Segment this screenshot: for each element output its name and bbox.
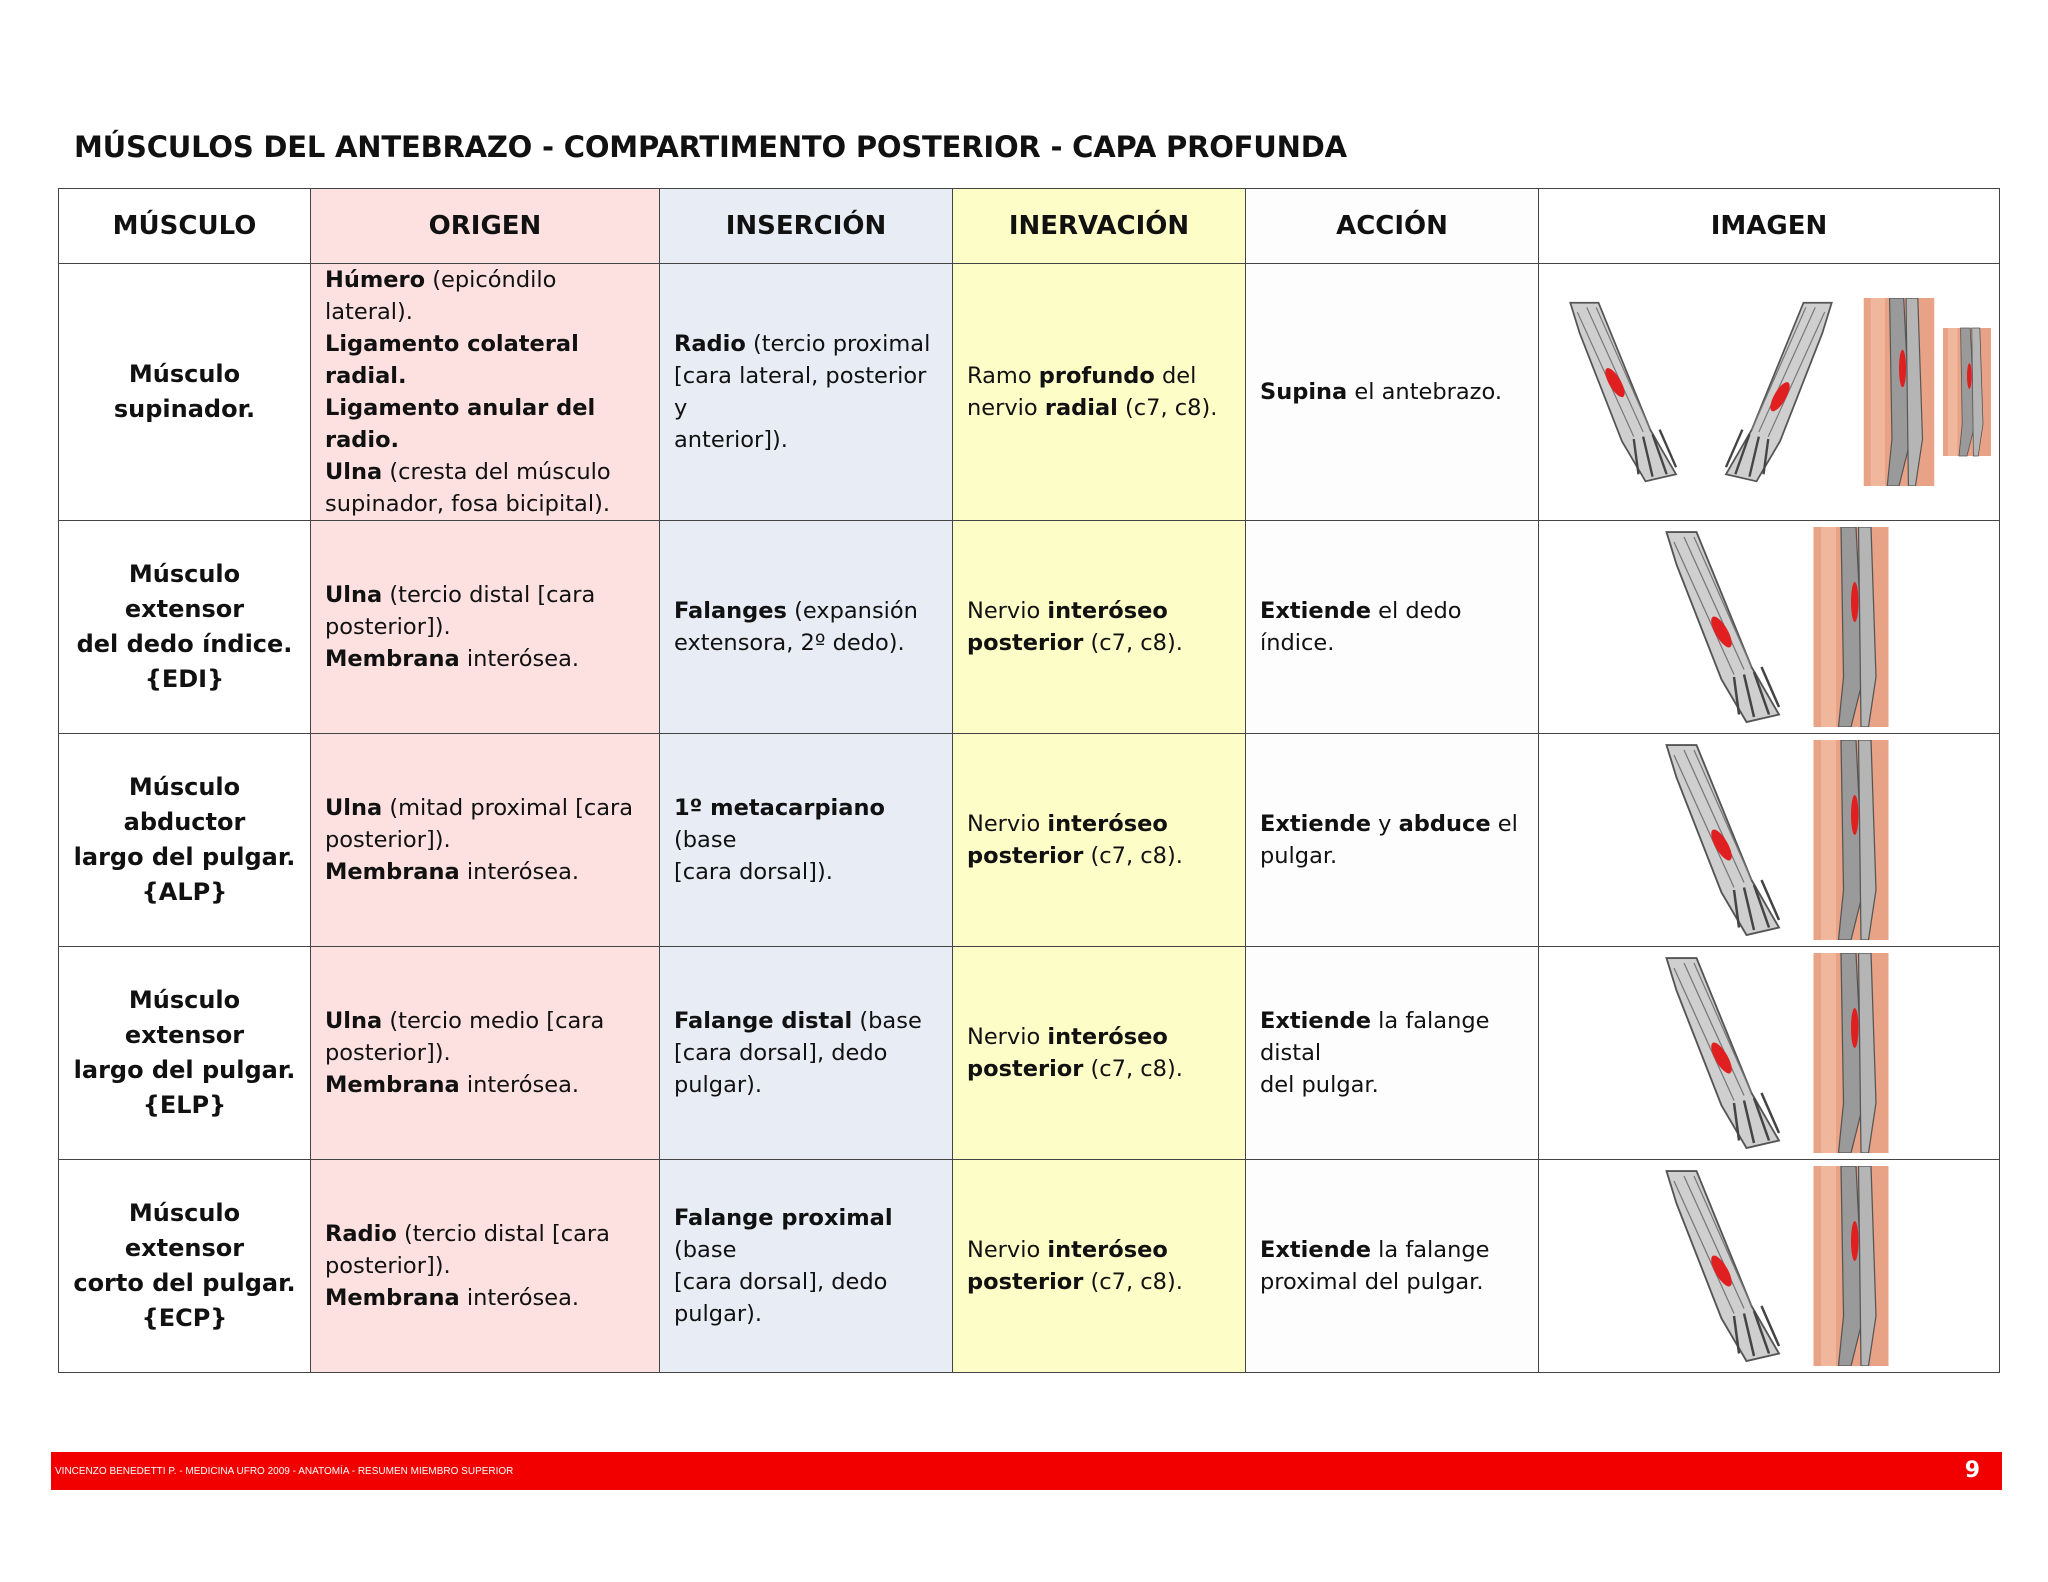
bold-term: Extiende — [1260, 598, 1371, 624]
insercion-line — [674, 328, 938, 360]
origen-line — [325, 1069, 645, 1101]
bold-term: posterior — [967, 630, 1084, 656]
insercion-line — [674, 1037, 938, 1069]
arm-photo-image — [1807, 1166, 1895, 1366]
origen-line — [325, 611, 645, 643]
header-musculo: MÚSCULO — [59, 189, 311, 264]
anatomy-images — [1539, 734, 1999, 946]
origen-line — [325, 1250, 645, 1282]
bold-term: radial — [1044, 395, 1118, 421]
insercion-line — [674, 1202, 938, 1266]
bold-term: Radio — [674, 331, 746, 357]
bold-term: posterior — [967, 843, 1084, 869]
origen-line — [325, 824, 645, 856]
inervacion-line — [967, 808, 1231, 840]
table-row — [59, 947, 2000, 1160]
accion-line — [1260, 376, 1524, 408]
cell-origen — [311, 264, 660, 521]
cell-accion — [1246, 1160, 1539, 1373]
text-segment: interósea. — [459, 1072, 580, 1098]
text-segment: el antebrazo. — [1347, 379, 1503, 405]
arm-photo-image — [1863, 298, 1935, 486]
arm-photo-image — [1807, 740, 1895, 940]
bold-term: Ulna — [325, 459, 383, 485]
musculo-text — [59, 1196, 310, 1336]
text-segment: (tercio distal [cara — [382, 582, 596, 608]
musculo-text — [59, 983, 310, 1123]
text-segment: el dedo índice. — [1260, 598, 1462, 656]
bold-term: interóseo — [1047, 598, 1168, 624]
muscle-name-line: Músculo abductor — [123, 773, 246, 836]
text-segment: (c7, c8). — [1083, 1056, 1183, 1082]
insercion-text — [660, 1005, 952, 1101]
inervacion-line — [967, 1053, 1231, 1085]
cell-inervacion — [953, 947, 1246, 1160]
muscle-name-line: {ALP} — [141, 878, 228, 906]
text-segment: interósea. — [459, 646, 580, 672]
cell-inervacion — [953, 521, 1246, 734]
accion-line — [1260, 1005, 1524, 1069]
table-row — [59, 1160, 2000, 1373]
cell-inervacion — [953, 264, 1246, 521]
bold-term: interóseo — [1047, 1024, 1168, 1050]
accion-text — [1246, 1234, 1538, 1298]
text-segment: (tercio proximal — [745, 331, 931, 357]
insercion-text — [660, 595, 952, 659]
origen-line — [325, 1037, 645, 1069]
cell-imagen — [1539, 947, 2000, 1160]
cell-accion — [1246, 947, 1539, 1160]
inervacion-text — [953, 595, 1245, 659]
arm-photo-image — [1807, 953, 1895, 1153]
text-segment: el — [1490, 811, 1518, 837]
footer-text: VINCENZO BENEDETTI P. - MEDICINA UFRO 2009 - ANATOMÍA - RESUMEN MIEMBRO SUPERIOR — [55, 1466, 514, 1477]
cell-insercion — [660, 734, 953, 947]
text-segment: posterior]). — [325, 827, 451, 853]
bold-term: Membrana — [325, 646, 460, 672]
inervacion-line — [967, 360, 1231, 392]
anatomy-images — [1539, 264, 1999, 520]
bold-term: Ulna — [325, 582, 383, 608]
text-segment: nervio — [967, 395, 1045, 421]
insercion-text — [660, 1202, 952, 1330]
text-segment: [cara lateral, posterior y — [674, 363, 927, 421]
bold-term: Extiende — [1260, 811, 1371, 837]
origen-line — [325, 264, 645, 328]
origen-line — [325, 488, 645, 520]
musculo-text — [59, 357, 310, 427]
origen-line — [325, 643, 645, 675]
cell-musculo — [59, 1160, 311, 1373]
bold-term: Extiende — [1260, 1008, 1371, 1034]
arm-diagram-image — [1644, 1166, 1799, 1366]
origen-text — [311, 264, 659, 520]
arm-photo-image — [1943, 298, 1991, 486]
bold-term: Membrana — [325, 1285, 460, 1311]
muscle-name-line: {ELP} — [142, 1091, 227, 1119]
origen-line — [325, 856, 645, 888]
insercion-line — [674, 1266, 938, 1298]
anatomy-images — [1539, 1160, 1999, 1372]
cell-insercion — [660, 264, 953, 521]
cell-imagen — [1539, 734, 2000, 947]
header-inervacion: INERVACIÓN — [953, 189, 1246, 264]
anatomy-images — [1539, 521, 1999, 733]
text-segment: del pulgar. — [1260, 1072, 1379, 1098]
text-segment: interósea. — [459, 1285, 580, 1311]
text-segment: Nervio — [967, 598, 1048, 624]
muscle-name-line: Músculo extensor — [124, 1199, 245, 1262]
text-segment: y — [1371, 811, 1399, 837]
text-segment: Nervio — [967, 1237, 1048, 1263]
inervacion-text — [953, 808, 1245, 872]
origen-line — [325, 792, 645, 824]
accion-text — [1246, 808, 1538, 872]
text-segment: (tercio distal [cara — [396, 1221, 610, 1247]
bold-term: Húmero — [325, 267, 426, 293]
origen-text — [311, 1218, 659, 1314]
origen-line — [325, 1005, 645, 1037]
origen-text — [311, 792, 659, 888]
muscle-name-line: Músculo — [128, 360, 241, 388]
origen-line — [325, 1282, 645, 1314]
accion-line — [1260, 1234, 1524, 1266]
text-segment: posterior]). — [325, 614, 451, 640]
cell-origen — [311, 521, 660, 734]
inervacion-line — [967, 392, 1231, 424]
inervacion-text — [953, 360, 1245, 424]
muscle-name-line: del dedo índice. — [76, 630, 293, 658]
inervacion-line — [967, 1021, 1231, 1053]
bold-term: Falange proximal — [674, 1205, 893, 1231]
muscle-name-line: Músculo extensor — [124, 560, 245, 623]
muscle-name-line: {ECP} — [141, 1304, 228, 1332]
cell-accion — [1246, 734, 1539, 947]
cell-imagen — [1539, 1160, 2000, 1373]
text-segment: la falange distal — [1260, 1008, 1490, 1066]
text-segment: (tercio medio [cara — [382, 1008, 605, 1034]
text-segment: posterior]). — [325, 1040, 451, 1066]
muscle-name-line: Músculo extensor — [124, 986, 245, 1049]
bold-term: Ligamento anular del radio. — [325, 395, 596, 453]
text-segment: (mitad proximal [cara — [382, 795, 634, 821]
text-segment: (expansión — [786, 598, 918, 624]
insercion-line — [674, 792, 938, 856]
origen-line — [325, 1218, 645, 1250]
text-segment: pulgar. — [1260, 843, 1338, 869]
header-row — [59, 189, 2000, 264]
cell-inervacion — [953, 1160, 1246, 1373]
accion-line — [1260, 840, 1524, 872]
muscle-name-line: supinador. — [113, 395, 256, 423]
text-segment: (epicóndilo lateral). — [325, 267, 557, 325]
cell-musculo — [59, 947, 311, 1160]
inervacion-text — [953, 1021, 1245, 1085]
cell-origen — [311, 947, 660, 1160]
bold-term: interóseo — [1047, 811, 1168, 837]
table-row — [59, 734, 2000, 947]
arm-photo-image — [1807, 527, 1895, 727]
text-segment: la falange — [1371, 1237, 1490, 1263]
cell-imagen — [1539, 521, 2000, 734]
text-segment: del — [1154, 363, 1197, 389]
bold-term: posterior — [967, 1056, 1084, 1082]
footer-bar — [51, 1452, 2002, 1490]
origen-text — [311, 579, 659, 675]
inervacion-line — [967, 1234, 1231, 1266]
accion-text — [1246, 1005, 1538, 1101]
cell-insercion — [660, 1160, 953, 1373]
arm-diagram-image — [1644, 953, 1799, 1153]
insercion-line — [674, 1298, 938, 1330]
bold-term: Radio — [325, 1221, 397, 1247]
bold-term: Ulna — [325, 1008, 383, 1034]
text-segment: [cara dorsal], dedo — [674, 1040, 888, 1066]
insercion-line — [674, 595, 938, 627]
text-segment: posterior]). — [325, 1253, 451, 1279]
accion-line — [1260, 1266, 1524, 1298]
inervacion-line — [967, 627, 1231, 659]
text-segment: (base — [674, 1237, 737, 1263]
cell-insercion — [660, 947, 953, 1160]
accion-text — [1246, 376, 1538, 408]
origen-text — [311, 1005, 659, 1101]
muscle-name-line: corto del pulgar. — [73, 1269, 296, 1297]
insercion-line — [674, 627, 938, 659]
inervacion-line — [967, 840, 1231, 872]
musculo-text — [59, 770, 310, 910]
bold-term: Supina — [1260, 379, 1348, 405]
inervacion-line — [967, 1266, 1231, 1298]
insercion-text — [660, 792, 952, 888]
text-segment: Nervio — [967, 811, 1048, 837]
bold-term: Membrana — [325, 859, 460, 885]
origen-line — [325, 456, 645, 488]
text-segment: [cara dorsal]). — [674, 859, 833, 885]
origen-line — [325, 579, 645, 611]
text-segment: (cresta del músculo — [382, 459, 611, 485]
text-segment: pulgar). — [674, 1072, 763, 1098]
text-segment: (base — [852, 1008, 922, 1034]
origen-line — [325, 392, 645, 456]
muscle-name-line: {EDI} — [144, 665, 225, 693]
text-segment: extensora, 2º dedo). — [674, 630, 905, 656]
bold-term: Ulna — [325, 795, 383, 821]
cell-accion — [1246, 264, 1539, 521]
table-row — [59, 264, 2000, 521]
text-segment: (c7, c8). — [1083, 843, 1183, 869]
text-segment: (base — [674, 827, 737, 853]
page-number: 9 — [1964, 1458, 1980, 1483]
accion-text — [1246, 595, 1538, 659]
cell-musculo — [59, 734, 311, 947]
cell-inervacion — [953, 734, 1246, 947]
text-segment: proximal del pulgar. — [1260, 1269, 1484, 1295]
page-title: MÚSCULOS DEL ANTEBRAZO - COMPARTIMENTO POSTERIOR - CAPA PROFUNDA — [74, 130, 1347, 164]
inervacion-text — [953, 1234, 1245, 1298]
header-origen: ORIGEN — [311, 189, 660, 264]
cell-musculo — [59, 521, 311, 734]
cell-accion — [1246, 521, 1539, 734]
arm-diagram-image — [1644, 527, 1799, 727]
cell-origen — [311, 1160, 660, 1373]
anatomy-images — [1539, 947, 1999, 1159]
cell-imagen — [1539, 264, 2000, 521]
text-segment: Nervio — [967, 1024, 1048, 1050]
text-segment: supinador, fosa bicipital). — [325, 491, 610, 517]
header-insercion: INSERCIÓN — [660, 189, 953, 264]
bold-term: Ligamento colateral radial. — [325, 331, 579, 389]
bold-term: Membrana — [325, 1072, 460, 1098]
muscle-name-line: largo del pulgar. — [73, 1056, 296, 1084]
text-segment: Ramo — [967, 363, 1039, 389]
bold-term: Falanges — [674, 598, 787, 624]
bold-term: posterior — [967, 1269, 1084, 1295]
bold-term: profundo — [1038, 363, 1155, 389]
text-segment: [cara dorsal], dedo — [674, 1269, 888, 1295]
insercion-text — [660, 328, 952, 456]
bold-term: interóseo — [1047, 1237, 1168, 1263]
muscle-table — [58, 188, 2000, 1373]
cell-musculo — [59, 264, 311, 521]
bold-term: Extiende — [1260, 1237, 1371, 1263]
insercion-line — [674, 1005, 938, 1037]
bold-term: 1º metacarpiano — [674, 795, 885, 821]
cell-insercion — [660, 521, 953, 734]
accion-line — [1260, 1069, 1524, 1101]
origen-line — [325, 328, 645, 392]
header-accion: ACCIÓN — [1246, 189, 1539, 264]
arm-diagram-image — [1644, 740, 1799, 940]
text-segment: anterior]). — [674, 427, 788, 453]
text-segment: (c7, c8). — [1117, 395, 1218, 421]
text-segment: (c7, c8). — [1083, 1269, 1183, 1295]
insercion-line — [674, 360, 938, 424]
bold-term: abduce — [1398, 811, 1491, 837]
muscle-name-line: largo del pulgar. — [73, 843, 296, 871]
text-segment: interósea. — [459, 859, 580, 885]
arm-diagram-image — [1547, 298, 1697, 486]
insercion-line — [674, 1069, 938, 1101]
text-segment: pulgar). — [674, 1301, 763, 1327]
accion-line — [1260, 595, 1524, 659]
accion-line — [1260, 808, 1524, 840]
arm-diagram-image — [1705, 298, 1855, 486]
cell-origen — [311, 734, 660, 947]
insercion-line — [674, 856, 938, 888]
insercion-line — [674, 424, 938, 456]
musculo-text — [59, 557, 310, 697]
text-segment: (c7, c8). — [1083, 630, 1183, 656]
table-row — [59, 521, 2000, 734]
header-imagen: IMAGEN — [1539, 189, 2000, 264]
inervacion-line — [967, 595, 1231, 627]
bold-term: Falange distal — [674, 1008, 853, 1034]
